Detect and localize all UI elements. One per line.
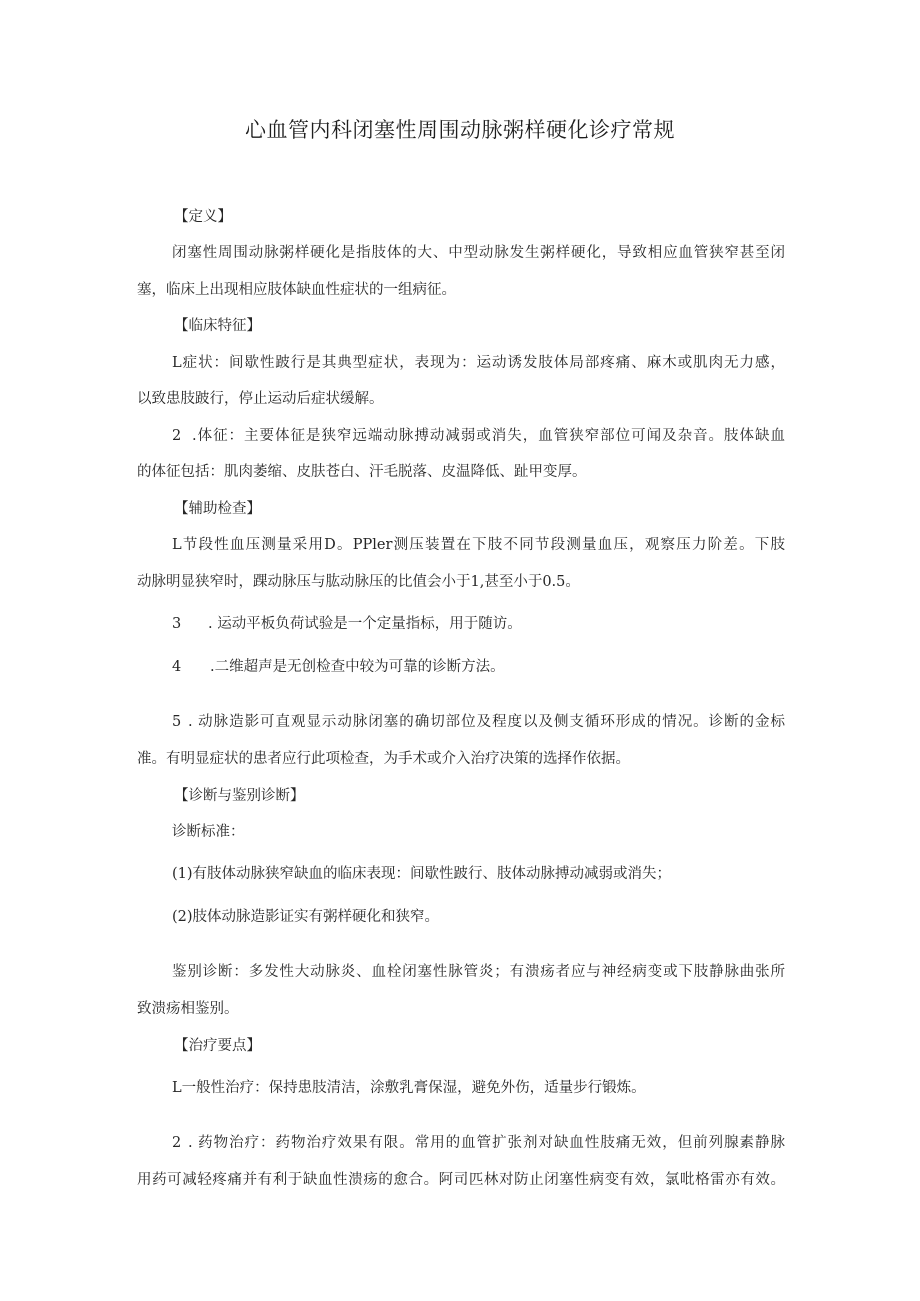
section-heading-definition: 【定义】 — [174, 209, 232, 225]
diagnosis-criteria-label: 诊断标准： — [172, 824, 245, 840]
clinical-item-2-number: 2 — [172, 428, 182, 444]
auxiliary-item-1-line-2: 动脉明显狭窄时，踝动脉压与肱动脉压的比值会小于1,甚至小于0.5。 — [137, 574, 580, 590]
auxiliary-item-5-line-2: 准。有明显症状的患者应行此项检查，为手术或介入治疗决策的选择作依据。 — [137, 751, 630, 767]
section-heading-treatment: 【治疗要点】 — [174, 1038, 261, 1054]
auxiliary-item-5-line-1: . 动脉造影可直观显示动脉闭塞的确切部位及程度以及侧支循环形成的情况。诊断的金标 — [188, 714, 785, 730]
treatment-item-2-line-2: 用药可减轻疼痛并有利于缺血性溃疡的愈合。阿司匹林对防止闭塞性病变有效，氯吡格雷亦有效。 — [137, 1172, 785, 1188]
clinical-item-2-line-1: .体征：主要体征是狭窄远端动脉搏动减弱或消失，血管狭窄部位可闻及杂音。肢体缺血 — [192, 428, 785, 444]
differential-diagnosis-line-1: 鉴别诊断：多发性大动脉炎、血栓闭塞性脉管炎；有溃疡者应与神经病变或下肢静脉曲张所 — [172, 964, 785, 980]
auxiliary-item-3-text: . 运动平板负荷试验是一个定量指标，用于随访。 — [208, 616, 522, 632]
treatment-item-1: L一般性治疗：保持患肢清洁，涂敷乳膏保湿，避免外伤，适量步行锻炼。 — [172, 1080, 646, 1096]
definition-paragraph-line-1: 闭塞性周围动脉粥样硬化是指肢体的大、中型动脉发生粥样硬化，导致相应血管狭窄甚至闭 — [172, 245, 785, 261]
section-heading-auxiliary: 【辅助检查】 — [174, 501, 261, 517]
treatment-item-2-line-1: . 药物治疗：药物治疗效果有限。常用的血管扩张剂对缺血性肢痛无效，但前列腺素静脉 — [188, 1135, 785, 1151]
auxiliary-item-1-line-1: L节段性血压测量采用D。PPler测压装置在下肢不同节段测量血压，观察压力阶差。下肢 — [172, 537, 785, 553]
auxiliary-item-4-number: 4 — [172, 659, 182, 675]
clinical-item-2-line-2: 的体征包括：肌肉萎缩、皮肤苍白、汗毛脱落、皮温降低、趾甲变厚。 — [137, 464, 587, 480]
document-title: 心血管内科闭塞性周围动脉粥样硬化诊疗常规 — [245, 118, 675, 142]
auxiliary-item-4-text: .二维超声是无创检查中较为可靠的诊断方法。 — [210, 659, 505, 675]
section-heading-diagnosis: 【诊断与鉴别诊断】 — [174, 788, 305, 804]
auxiliary-item-3-number: 3 — [172, 616, 182, 632]
treatment-item-2-number: 2 — [172, 1135, 182, 1151]
clinical-item-1-line-2: 以致患肢跛行，停止运动后症状缓解。 — [137, 391, 384, 407]
auxiliary-item-5-number: 5 — [172, 714, 182, 730]
section-heading-clinical: 【临床特征】 — [174, 318, 261, 334]
clinical-item-1-line-1: L症状：间歇性跛行是其典型症状，表现为：运动诱发肢体局部疼痛、麻木或肌肉无力感， — [172, 355, 785, 371]
diagnosis-criterion-2: (2)肢体动脉造影证实有粥样硬化和狭窄。 — [172, 909, 440, 925]
diagnosis-criterion-1: (1)有肢体动脉狭窄缺血的临床表现：间歇性跛行、肢体动脉搏动减弱或消失； — [172, 866, 672, 882]
definition-paragraph-line-2: 塞，临床上出现相应肢体缺血性症状的一组病征。 — [137, 282, 456, 298]
differential-diagnosis-line-2: 致溃疡相鉴别。 — [137, 1001, 239, 1017]
